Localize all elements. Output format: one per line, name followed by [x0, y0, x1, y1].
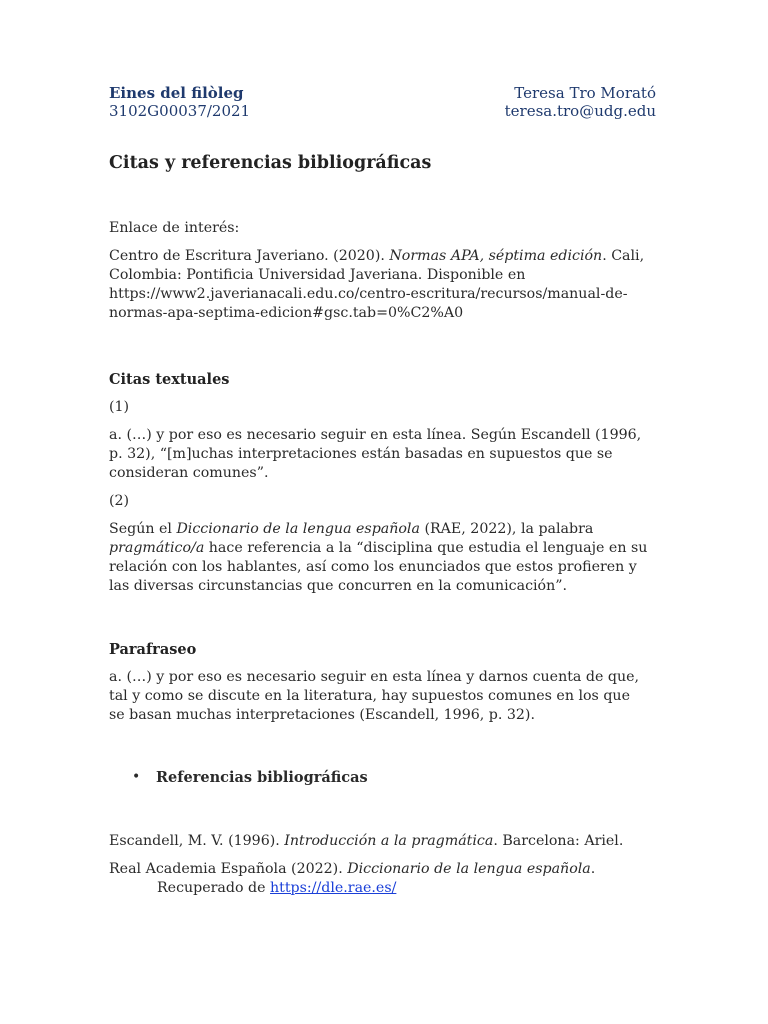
link-ref-title: Normas APA, séptima edición	[389, 248, 603, 264]
header-left	[109, 84, 250, 120]
citas-heading: Citas textuales	[109, 371, 230, 388]
document-body	[109, 152, 649, 898]
page-header	[109, 84, 656, 124]
example-2-text	[109, 520, 649, 596]
example-2-pre: Según el	[109, 521, 177, 537]
header-right	[505, 84, 656, 120]
course-title: Eines del filòleg	[109, 84, 244, 102]
parafraseo-text: a. (…) y por eso es necesario seguir en esta línea y darnos cuenta de que, tal y como se discute en la literatura, hay supuestos comunes en los que se basan muchas interpretaciones (Escandell, 1996, p. 32).	[109, 669, 639, 723]
referencias-heading: Referencias bibliográficas	[156, 769, 368, 786]
link-section-reference	[109, 247, 649, 323]
example-1-number: (1)	[109, 399, 130, 415]
example-2-dict: Diccionario de la lengua española	[176, 521, 420, 537]
rae-link[interactable]: https://dle.rae.es/	[270, 880, 397, 896]
link-ref-prefix: Centro de Escritura Javeriano. (2020).	[109, 248, 390, 264]
course-code: 3102G00037/2021	[109, 102, 251, 120]
example-2-number: (2)	[109, 493, 130, 509]
bullet-icon: •	[132, 769, 141, 785]
author-name: Teresa Tro Morató	[514, 84, 656, 102]
reference-1	[109, 832, 649, 851]
reference-1-pre: Escandell, M. V. (1996).	[109, 833, 285, 849]
reference-2	[109, 860, 649, 898]
referencias-bullet-item	[109, 768, 649, 788]
example-2-mid: (RAE, 2022), la palabra	[419, 521, 594, 537]
reference-2-pre: Real Academia Española (2022).	[109, 861, 348, 877]
reference-1-title: Introducción a la pragmática	[284, 833, 494, 849]
document-title: Citas y referencias bibliográficas	[109, 153, 432, 173]
example-2-post: hace referencia a la “disciplina que estudia el lenguaje en su relación con los hablantes, así como los enunciados que estos profieren y las diversas circunstancias que concurren en la comunicación”.	[109, 540, 648, 594]
reference-2-post: . Recuperado de	[157, 861, 596, 896]
example-2-word: pragmático/a	[109, 540, 205, 556]
author-email: teresa.tro@udg.edu	[504, 102, 656, 120]
reference-1-post: . Barcelona: Ariel.	[493, 833, 624, 849]
example-1-text: a. (…) y por eso es necesario seguir en esta línea. Según Escandell (1996, p. 32), “[m]uchas interpretaciones están basadas en supuestos que se consideran comunes”.	[109, 427, 642, 481]
reference-2-title: Diccionario de la lengua española	[347, 861, 591, 877]
link-ref-suffix: . Cali, Colombia: Pontificia Universidad Javeriana. Disponible en https://www2.javerianacali.edu.co/centro-escritura/recursos/manual-de-normas-apa-septima-edicion#gsc.tab=0%C2%A0	[109, 248, 645, 321]
link-section-label: Enlace de interés:	[109, 220, 240, 236]
parafraseo-heading: Parafraseo	[109, 641, 197, 658]
